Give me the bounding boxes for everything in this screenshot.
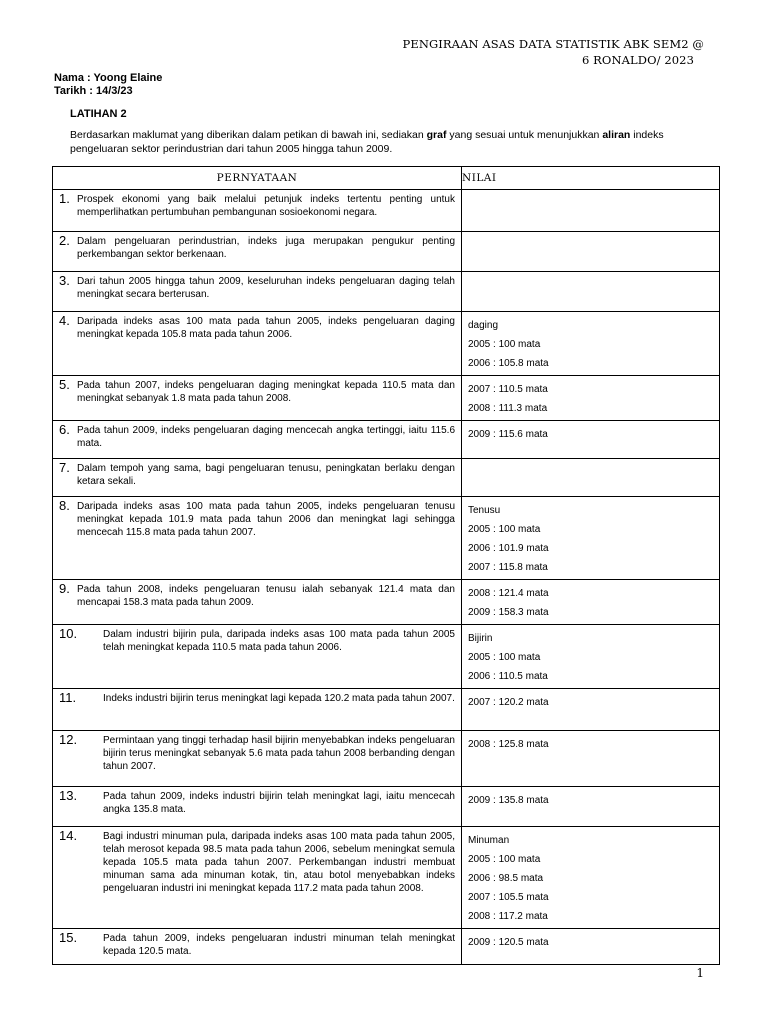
statement-text: Pada tahun 2009, indeks pengeluaran industri minuman telah meningkat kepada 120.5 mata. — [103, 933, 455, 957]
value-cell — [462, 731, 720, 787]
value-cell — [462, 376, 720, 421]
statement-text: Pada tahun 2009, indeks pengeluaran daging mencecah angka tertinggi, iaitu 115.6 mata. — [77, 425, 455, 449]
value-line: 2007 : 115.8 mata — [468, 562, 548, 573]
value-cell — [462, 421, 720, 459]
document-header — [284, 36, 704, 68]
statement-cell — [53, 625, 462, 689]
value-line: 2008 : 117.2 mata — [468, 911, 548, 922]
instructions — [70, 128, 718, 156]
value-line: 2009 : 115.6 mata — [468, 429, 548, 440]
value-line: 2009 : 120.5 mata — [468, 937, 549, 948]
page-number: 1 — [696, 966, 704, 980]
value-cell — [462, 625, 720, 689]
statement-text: Pada tahun 2009, indeks industri bijirin telah meningkat lagi, iaitu mencecah angka 135.8 mata. — [103, 791, 455, 815]
table-row — [53, 272, 720, 312]
statement-cell — [53, 190, 462, 232]
statement-cell — [53, 689, 462, 731]
value-line: 2006 : 110.5 mata — [468, 671, 548, 682]
statement-text: Permintaan yang tinggi terhadap hasil bijirin menyebabkan indeks pengeluaran bijirin terus meningkat sebanyak 5.6 mata pada tahun 2008 berbanding dengan tahun 2007. — [103, 735, 455, 772]
statement-cell — [53, 312, 462, 376]
submission-date: Tarikh : 14/3/23 — [54, 85, 133, 97]
value-line: 2009 : 135.8 mata — [468, 795, 549, 806]
statement-cell — [53, 272, 462, 312]
value-cell — [462, 497, 720, 580]
table-header-row — [53, 167, 720, 190]
header-title-line1: PENGIRAAN ASAS DATA STATISTIK ABK SEM2 @ — [402, 37, 704, 51]
statement-number: 2. — [59, 233, 70, 248]
value-line: 2005 : 100 mata — [468, 339, 541, 350]
statement-text: Daripada indeks asas 100 mata pada tahun 2005, indeks pengeluaran tenusu meningkat kepada 101.9 mata pada tahun 2006 dan meningkat lagi sehingga mencecah 115.8 mata pada tahun 2007. — [77, 501, 455, 538]
instructions-text-2: yang sesuai untuk menunjukkan — [446, 129, 603, 141]
statement-text: Bagi industri minuman pula, daripada indeks asas 100 mata pada tahun 2005, telah merosot kepada 98.5 mata pada tahun 2006, sebelum meningkat semula kepada 105.5 mata pada tahun 2007. Perkembangan industri membuat minuman sama ada minuman kotak, tin, atau botol menyebabkan indeks pengeluaran industri ini meningkat kepada 117.2 mata pada tahun 2008. — [103, 831, 455, 894]
value-line: 2006 : 98.5 mata — [468, 873, 544, 884]
value-line: 2009 : 158.3 mata — [468, 607, 549, 618]
value-line: 2005 : 100 mata — [468, 652, 541, 663]
value-line: Tenusu — [468, 505, 501, 516]
table-row — [53, 689, 720, 731]
statement-number: 5. — [59, 377, 70, 392]
statement-number: 3. — [59, 273, 70, 288]
statement-text: Dalam pengeluaran perindustrian, indeks juga merupakan pengukur penting perkembangan sektor berkenaan. — [77, 236, 455, 260]
table-row — [53, 787, 720, 827]
value-line: 2005 : 100 mata — [468, 524, 541, 535]
statement-text: Dalam tempoh yang sama, bagi pengeluaran tenusu, peningkatan berlaku dengan ketara sekali. — [77, 463, 455, 487]
instructions-text-3: indeks pengeluaran sektor perindustrian dari tahun 2005 hingga tahun 2009. — [70, 129, 664, 155]
instructions-bold-aliran: aliran — [602, 129, 631, 141]
statement-cell — [53, 232, 462, 272]
statement-number: 14. — [59, 828, 78, 843]
value-line: 2007 : 120.2 mata — [468, 697, 549, 708]
value-cell — [462, 312, 720, 376]
table-row — [53, 459, 720, 497]
value-cell — [462, 787, 720, 827]
statement-cell — [53, 929, 462, 965]
statement-text: Daripada indeks asas 100 mata pada tahun 2005, indeks pengeluaran daging meningkat kepada 105.8 mata pada tahun 2006. — [77, 316, 455, 340]
statement-number: 12. — [59, 732, 78, 747]
value-line: 2008 : 111.3 mata — [468, 403, 548, 414]
statement-text: Prospek ekonomi yang baik melalui petunjuk indeks tertentu penting untuk memperlihatkan pertumbuhan pembangunan sosioekonomi negara. — [77, 194, 455, 218]
statement-text: Dalam industri bijirin pula, daripada indeks asas 100 mata pada tahun 2005 telah meningkat kepada 110.5 mata pada tahun 2006. — [103, 629, 455, 653]
value-line: daging — [468, 320, 499, 331]
exercise-title: LATIHAN 2 — [70, 108, 127, 120]
statement-cell — [53, 459, 462, 497]
value-cell — [462, 272, 720, 312]
value-cell — [462, 689, 720, 731]
statement-number: 13. — [59, 788, 78, 803]
table-row — [53, 497, 720, 580]
value-line: 2007 : 105.5 mata — [468, 892, 549, 903]
header-title-line2: 6 RONALDO/ 2023 — [581, 53, 694, 67]
value-line: Bijirin — [468, 633, 493, 644]
table-row — [53, 232, 720, 272]
value-line: 2006 : 105.8 mata — [468, 358, 549, 369]
statement-number: 7. — [59, 460, 70, 475]
value-line: Minuman — [468, 835, 510, 846]
value-line: 2008 : 121.4 mata — [468, 588, 549, 599]
statement-number: 4. — [59, 313, 70, 328]
value-line: 2008 : 125.8 mata — [468, 739, 549, 750]
statement-text: Pada tahun 2008, indeks pengeluaran tenusu ialah sebanyak 121.4 mata dan mencapai 158.3 mata pada tahun 2009. — [77, 584, 455, 608]
student-name: Nama : Yoong Elaine — [54, 72, 163, 84]
statement-table — [52, 166, 720, 965]
value-cell — [462, 827, 720, 929]
instructions-bold-graf: graf — [426, 129, 447, 141]
table-body — [53, 190, 720, 965]
column-header-value: NILAI — [462, 167, 720, 190]
value-line: 2005 : 100 mata — [468, 854, 541, 865]
statement-cell — [53, 827, 462, 929]
statement-number: 6. — [59, 422, 70, 437]
statement-number: 1. — [59, 191, 70, 206]
table-row — [53, 190, 720, 232]
statement-cell — [53, 421, 462, 459]
statement-number: 8. — [59, 498, 70, 513]
statement-cell — [53, 497, 462, 580]
value-cell — [462, 929, 720, 965]
statement-number: 11. — [59, 690, 77, 705]
table-row — [53, 580, 720, 625]
statement-number: 9. — [59, 581, 70, 596]
statement-cell — [53, 731, 462, 787]
value-cell — [462, 232, 720, 272]
table-row — [53, 625, 720, 689]
statement-cell — [53, 580, 462, 625]
table-row — [53, 421, 720, 459]
value-cell — [462, 190, 720, 232]
table-row — [53, 929, 720, 965]
statement-number: 15. — [59, 930, 78, 945]
table-row — [53, 376, 720, 421]
instructions-text-1: Berdasarkan maklumat yang diberikan dalam petikan di bawah ini, sediakan — [70, 129, 427, 141]
table-row — [53, 312, 720, 376]
value-cell — [462, 580, 720, 625]
value-cell — [462, 459, 720, 497]
statement-text: Dari tahun 2005 hingga tahun 2009, keseluruhan indeks pengeluaran daging telah meningkat secara berterusan. — [77, 276, 455, 300]
table-row — [53, 731, 720, 787]
value-line: 2007 : 110.5 mata — [468, 384, 548, 395]
table-row — [53, 827, 720, 929]
student-info — [54, 72, 162, 98]
value-line: 2006 : 101.9 mata — [468, 543, 549, 554]
statement-cell — [53, 376, 462, 421]
statement-number: 10. — [59, 626, 78, 641]
statement-cell — [53, 787, 462, 827]
statement-text: Indeks industri bijirin terus meningkat lagi kepada 120.2 mata pada tahun 2007. — [103, 693, 455, 704]
statement-text: Pada tahun 2007, indeks pengeluaran daging meningkat kepada 110.5 mata dan meningkat sebanyak 1.8 mata pada tahun 2008. — [77, 380, 455, 404]
column-header-statement: PERNYATAAN — [53, 167, 462, 190]
